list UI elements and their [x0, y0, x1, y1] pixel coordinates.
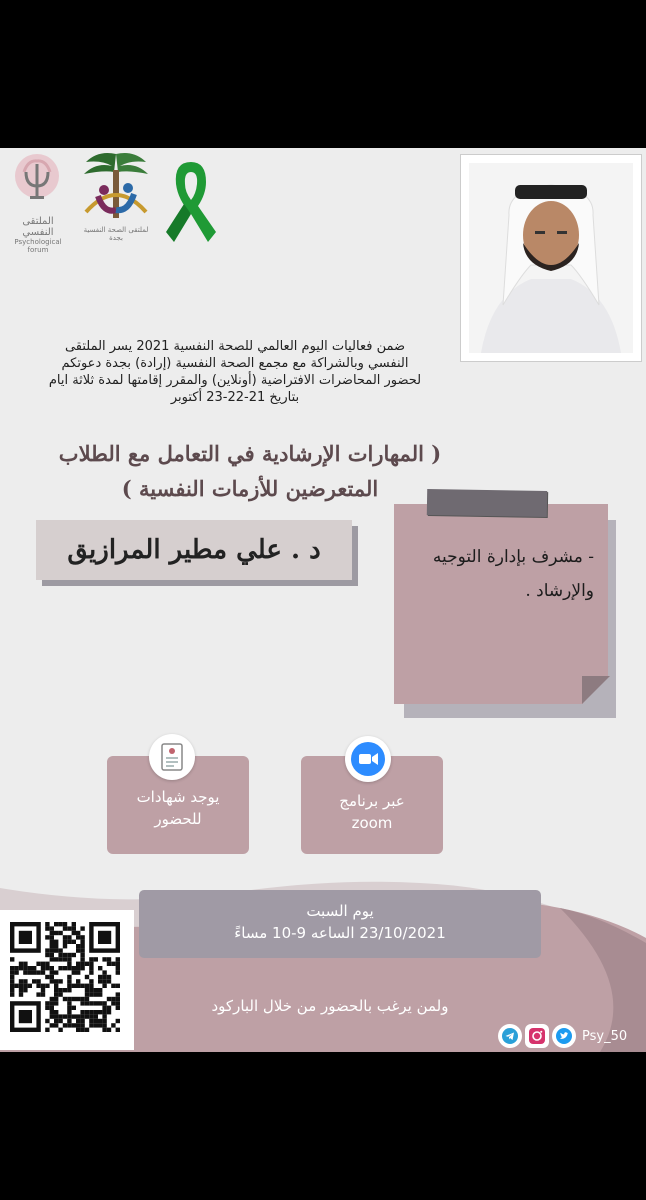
- intro-line: بتاريخ 21-22-23 أكتوبر: [170, 390, 300, 405]
- qr-module: [80, 1028, 84, 1032]
- qr-module: [50, 1010, 54, 1014]
- qr-module: [76, 1019, 80, 1023]
- qr-module: [50, 1006, 54, 1010]
- qr-module: [76, 984, 80, 988]
- qr-module: [63, 1023, 67, 1027]
- qr-module: [54, 988, 58, 992]
- qr-module: [102, 1006, 106, 1010]
- qr-module: [67, 984, 71, 988]
- intro-paragraph: [20, 338, 450, 406]
- social-links: [498, 1023, 627, 1049]
- qr-module: [94, 1014, 98, 1018]
- qr-module: [58, 966, 62, 970]
- qr-module: [76, 1023, 80, 1027]
- qr-module: [98, 992, 102, 996]
- intro-line: النفسي وبالشراكة مع مجمع الصحة النفسية (إرادة) بجدة دعوتكم: [61, 356, 409, 371]
- qr-module: [50, 966, 54, 970]
- event-time: 23/10/2021 الساعه 9-10 مساءً: [234, 924, 446, 942]
- qr-module: [45, 962, 49, 966]
- qr-module: [76, 979, 80, 983]
- telegram-icon[interactable]: [498, 1024, 522, 1048]
- qr-module: [102, 957, 106, 961]
- qr-module: [102, 1014, 106, 1018]
- qr-module: [89, 966, 93, 970]
- qr-module: [23, 970, 27, 974]
- social-handle[interactable]: Psy_50: [582, 1028, 628, 1044]
- qr-module: [85, 997, 89, 1001]
- qr-module: [19, 992, 23, 996]
- qr-module: [50, 944, 54, 948]
- qr-module: [72, 922, 76, 926]
- qr-module: [72, 931, 76, 935]
- qr-module: [50, 979, 54, 983]
- qr-module: [23, 984, 27, 988]
- speaker-portrait-icon: [461, 155, 641, 361]
- qr-module: [36, 984, 40, 988]
- qr-module: [54, 979, 58, 983]
- qr-module: [50, 1023, 54, 1027]
- qr-module: [85, 1028, 89, 1032]
- qr-module: [63, 926, 67, 930]
- event-poster: [0, 148, 646, 1052]
- qr-module: [23, 966, 27, 970]
- qr-module: [111, 1001, 115, 1005]
- qr-module: [67, 957, 71, 961]
- qr-module: [63, 997, 67, 1001]
- qr-module: [50, 935, 54, 939]
- qr-module: [80, 926, 84, 930]
- qr-module: [94, 1019, 98, 1023]
- qr-module: [111, 962, 115, 966]
- qr-module: [107, 957, 111, 961]
- qr-module: [10, 970, 14, 974]
- qr-module: [72, 1006, 76, 1010]
- instagram-icon[interactable]: [525, 1024, 549, 1048]
- qr-module: [67, 1014, 71, 1018]
- qr-module: [67, 940, 71, 944]
- qr-module: [41, 966, 45, 970]
- qr-module: [80, 935, 84, 939]
- lecture-title: [10, 436, 490, 506]
- qr-module: [94, 1010, 98, 1014]
- qr-module: [102, 1019, 106, 1023]
- qr-module: [58, 957, 62, 961]
- intro-line: لحضور المحاضرات الافتراضية (أونلاين) والمقرر إقامتها لمدة ثلاثة ايام: [48, 373, 422, 388]
- qr-module: [36, 979, 40, 983]
- qr-module: [116, 966, 120, 970]
- qr-module: [19, 988, 23, 992]
- qr-finder-pattern: [19, 1010, 32, 1023]
- qr-module: [89, 979, 93, 983]
- qr-module: [98, 1001, 102, 1005]
- qr-module: [10, 979, 14, 983]
- qr-module: [116, 992, 120, 996]
- qr-module: [23, 962, 27, 966]
- forum-logo: [6, 150, 70, 254]
- qr-module: [32, 979, 36, 983]
- zoom-line: zoom: [351, 814, 393, 832]
- qr-module: [58, 988, 62, 992]
- qr-module: [58, 1028, 62, 1032]
- qr-code-image: [0, 910, 134, 1050]
- qr-module: [116, 957, 120, 961]
- qr-module: [111, 1023, 115, 1027]
- qr-module: [58, 922, 62, 926]
- qr-module: [107, 979, 111, 983]
- qr-module: [54, 992, 58, 996]
- speaker-name: د . علي مطير المرازيق: [67, 535, 321, 565]
- qr-module: [102, 975, 106, 979]
- qr-module: [63, 922, 67, 926]
- qr-module: [45, 984, 49, 988]
- qr-module: [80, 953, 84, 957]
- qr-module: [102, 979, 106, 983]
- qr-module: [10, 988, 14, 992]
- qr-module: [67, 926, 71, 930]
- qr-module: [80, 1019, 84, 1023]
- twitter-icon[interactable]: [552, 1024, 576, 1048]
- qr-module: [76, 931, 80, 935]
- qr-code[interactable]: [0, 910, 134, 1050]
- qr-module: [80, 997, 84, 1001]
- qr-module: [85, 1001, 89, 1005]
- qr-module: [98, 966, 102, 970]
- qr-module: [80, 940, 84, 944]
- zoom-line: عبر برنامج: [339, 792, 405, 810]
- qr-module: [72, 1023, 76, 1027]
- qr-module: [80, 957, 84, 961]
- qr-module: [98, 1023, 102, 1027]
- qr-module: [41, 970, 45, 974]
- qr-module: [85, 992, 89, 996]
- qr-module: [111, 997, 115, 1001]
- qr-module: [54, 957, 58, 961]
- qr-module: [76, 966, 80, 970]
- zoom-icon: [345, 736, 391, 782]
- event-date-box: [139, 890, 541, 958]
- qr-module: [54, 1019, 58, 1023]
- forum-logo-english: Psychological forum: [14, 238, 62, 254]
- qr-module: [54, 984, 58, 988]
- qr-module: [111, 984, 115, 988]
- qr-module: [50, 926, 54, 930]
- qr-module: [85, 984, 89, 988]
- qr-module: [63, 944, 67, 948]
- speaker-photo: [460, 154, 642, 362]
- qr-module: [45, 966, 49, 970]
- qr-module: [72, 1014, 76, 1018]
- qr-module: [63, 957, 67, 961]
- qr-module: [50, 997, 54, 1001]
- barcode-instruction: ولمن يرغب بالحضور من خلال الباركود: [211, 997, 449, 1015]
- tape-strip: [427, 489, 547, 517]
- qr-module: [67, 975, 71, 979]
- qr-module: [14, 970, 18, 974]
- qr-module: [19, 962, 23, 966]
- qr-module: [63, 953, 67, 957]
- qr-module: [102, 1001, 106, 1005]
- qr-module: [45, 1006, 49, 1010]
- brain-psi-icon: [6, 150, 68, 212]
- qr-module: [76, 970, 80, 974]
- qr-module: [107, 1006, 111, 1010]
- qr-module: [10, 975, 14, 979]
- speaker-name-box: [36, 520, 352, 580]
- qr-module: [19, 979, 23, 983]
- qr-module: [85, 1010, 89, 1014]
- speaker-position: [398, 540, 594, 608]
- qr-module: [54, 997, 58, 1001]
- qr-module: [54, 1023, 58, 1027]
- qr-module: [50, 948, 54, 952]
- qr-module: [50, 970, 54, 974]
- qr-module: [80, 984, 84, 988]
- qr-module: [89, 1001, 93, 1005]
- certificates-line: يوجد شهادات: [136, 788, 220, 806]
- qr-module: [45, 948, 49, 952]
- position-line: والإرشاد .: [525, 581, 594, 601]
- qr-module: [10, 984, 14, 988]
- qr-module: [41, 962, 45, 966]
- qr-module: [63, 988, 67, 992]
- qr-module: [67, 979, 71, 983]
- qr-module: [94, 988, 98, 992]
- qr-module: [102, 1028, 106, 1032]
- certificates-line: للحضور: [154, 810, 202, 828]
- qr-module: [76, 944, 80, 948]
- qr-module: [58, 953, 62, 957]
- qr-module: [102, 1010, 106, 1014]
- qr-module: [76, 1014, 80, 1018]
- qr-module: [72, 926, 76, 930]
- title-line: المتعرضين للأزمات النفسية ): [121, 476, 379, 501]
- qr-module: [45, 1028, 49, 1032]
- qr-module: [80, 1023, 84, 1027]
- qr-module: [58, 931, 62, 935]
- qr-module: [54, 940, 58, 944]
- qr-module: [80, 1001, 84, 1005]
- qr-module: [58, 1019, 62, 1023]
- qr-module: [14, 984, 18, 988]
- qr-module: [54, 922, 58, 926]
- mental-health-ribbon-icon: [160, 156, 222, 248]
- qr-module: [72, 940, 76, 944]
- qr-module: [102, 1023, 106, 1027]
- qr-module: [14, 966, 18, 970]
- qr-module: [94, 1023, 98, 1027]
- qr-module: [116, 962, 120, 966]
- qr-module: [54, 948, 58, 952]
- qr-module: [89, 1014, 93, 1018]
- qr-module: [89, 1010, 93, 1014]
- qr-module: [32, 966, 36, 970]
- qr-module: [80, 944, 84, 948]
- qr-module: [76, 1028, 80, 1032]
- qr-module: [89, 984, 93, 988]
- qr-module: [36, 970, 40, 974]
- qr-module: [45, 926, 49, 930]
- qr-module: [116, 1001, 120, 1005]
- qr-module: [41, 988, 45, 992]
- qr-module: [63, 966, 67, 970]
- qr-module: [45, 953, 49, 957]
- qr-module: [80, 966, 84, 970]
- qr-module: [107, 997, 111, 1001]
- qr-module: [76, 935, 80, 939]
- qr-module: [28, 984, 32, 988]
- qr-module: [76, 948, 80, 952]
- qr-module: [116, 1006, 120, 1010]
- qr-module: [98, 975, 102, 979]
- qr-module: [89, 957, 93, 961]
- qr-module: [54, 970, 58, 974]
- qr-module: [45, 1001, 49, 1005]
- qr-module: [63, 940, 67, 944]
- qr-module: [102, 984, 106, 988]
- qr-module: [72, 984, 76, 988]
- event-day: يوم السبت: [306, 902, 374, 920]
- qr-module: [28, 970, 32, 974]
- qr-module: [89, 988, 93, 992]
- qr-module: [89, 962, 93, 966]
- qr-module: [50, 957, 54, 961]
- qr-module: [85, 1014, 89, 1018]
- qr-module: [116, 1019, 120, 1023]
- qr-module: [67, 997, 71, 1001]
- qr-module: [58, 992, 62, 996]
- qr-module: [10, 957, 14, 961]
- qr-module: [45, 975, 49, 979]
- irada-logo-caption: لملتقى الصحة النفسية بجدة: [83, 226, 149, 242]
- qr-module: [107, 975, 111, 979]
- qr-module: [116, 997, 120, 1001]
- irada-logo: [76, 148, 156, 240]
- qr-module: [85, 962, 89, 966]
- qr-module: [50, 931, 54, 935]
- qr-module: [67, 1019, 71, 1023]
- qr-module: [76, 962, 80, 966]
- qr-module: [116, 984, 120, 988]
- qr-module: [85, 988, 89, 992]
- qr-module: [98, 988, 102, 992]
- qr-module: [19, 966, 23, 970]
- qr-module: [28, 966, 32, 970]
- qr-module: [54, 1010, 58, 1014]
- certificate-icon: [149, 734, 195, 780]
- qr-module: [89, 1023, 93, 1027]
- qr-module: [50, 1014, 54, 1018]
- qr-module: [94, 992, 98, 996]
- forum-logo-arabic: الملتقى النفسي: [22, 216, 54, 238]
- qr-module: [19, 984, 23, 988]
- qr-module: [63, 1014, 67, 1018]
- qr-module: [80, 962, 84, 966]
- qr-module: [89, 992, 93, 996]
- qr-module: [98, 979, 102, 983]
- qr-module: [54, 1014, 58, 1018]
- qr-module: [89, 1019, 93, 1023]
- qr-module: [76, 997, 80, 1001]
- qr-module: [102, 970, 106, 974]
- qr-module: [67, 935, 71, 939]
- qr-module: [67, 966, 71, 970]
- qr-module: [94, 1001, 98, 1005]
- title-line: ( المهارات الإرشادية في التعامل مع الطلاب: [58, 441, 442, 466]
- qr-module: [85, 975, 89, 979]
- qr-module: [41, 992, 45, 996]
- qr-module: [107, 962, 111, 966]
- qr-module: [94, 957, 98, 961]
- qr-module: [80, 1010, 84, 1014]
- qr-module: [72, 966, 76, 970]
- palm-tree-logo-icon: [76, 148, 156, 228]
- qr-module: [50, 975, 54, 979]
- qr-module: [67, 1023, 71, 1027]
- qr-finder-pattern: [19, 931, 32, 944]
- qr-module: [54, 944, 58, 948]
- qr-module: [23, 988, 27, 992]
- qr-module: [67, 1006, 71, 1010]
- qr-module: [116, 1028, 120, 1032]
- qr-module: [10, 966, 14, 970]
- qr-module: [80, 1014, 84, 1018]
- qr-module: [10, 992, 14, 996]
- qr-module: [58, 1014, 62, 1018]
- qr-module: [58, 979, 62, 983]
- qr-module: [67, 953, 71, 957]
- qr-module: [50, 940, 54, 944]
- qr-module: [45, 935, 49, 939]
- qr-module: [63, 935, 67, 939]
- qr-module: [67, 1001, 71, 1005]
- qr-module: [45, 1019, 49, 1023]
- qr-module: [107, 1028, 111, 1032]
- qr-module: [58, 948, 62, 952]
- qr-module: [54, 931, 58, 935]
- qr-module: [50, 953, 54, 957]
- qr-module: [98, 1019, 102, 1023]
- qr-module: [41, 984, 45, 988]
- qr-module: [50, 1001, 54, 1005]
- qr-module: [36, 962, 40, 966]
- qr-module: [36, 992, 40, 996]
- qr-module: [116, 970, 120, 974]
- intro-line: ضمن فعاليات اليوم العالمي للصحة النفسية 2021 يسر الملتقى: [64, 339, 406, 354]
- qr-module: [67, 1010, 71, 1014]
- qr-finder-pattern: [98, 931, 111, 944]
- qr-module: [67, 988, 71, 992]
- qr-module: [98, 1010, 102, 1014]
- qr-module: [72, 997, 76, 1001]
- qr-module: [107, 1010, 111, 1014]
- qr-module: [72, 970, 76, 974]
- qr-module: [23, 979, 27, 983]
- qr-module: [80, 948, 84, 952]
- qr-module: [89, 970, 93, 974]
- qr-module: [67, 962, 71, 966]
- qr-module: [54, 1001, 58, 1005]
- qr-module: [32, 970, 36, 974]
- position-line: - مشرف بإدارة التوجيه: [432, 547, 594, 567]
- qr-module: [45, 922, 49, 926]
- qr-module: [72, 953, 76, 957]
